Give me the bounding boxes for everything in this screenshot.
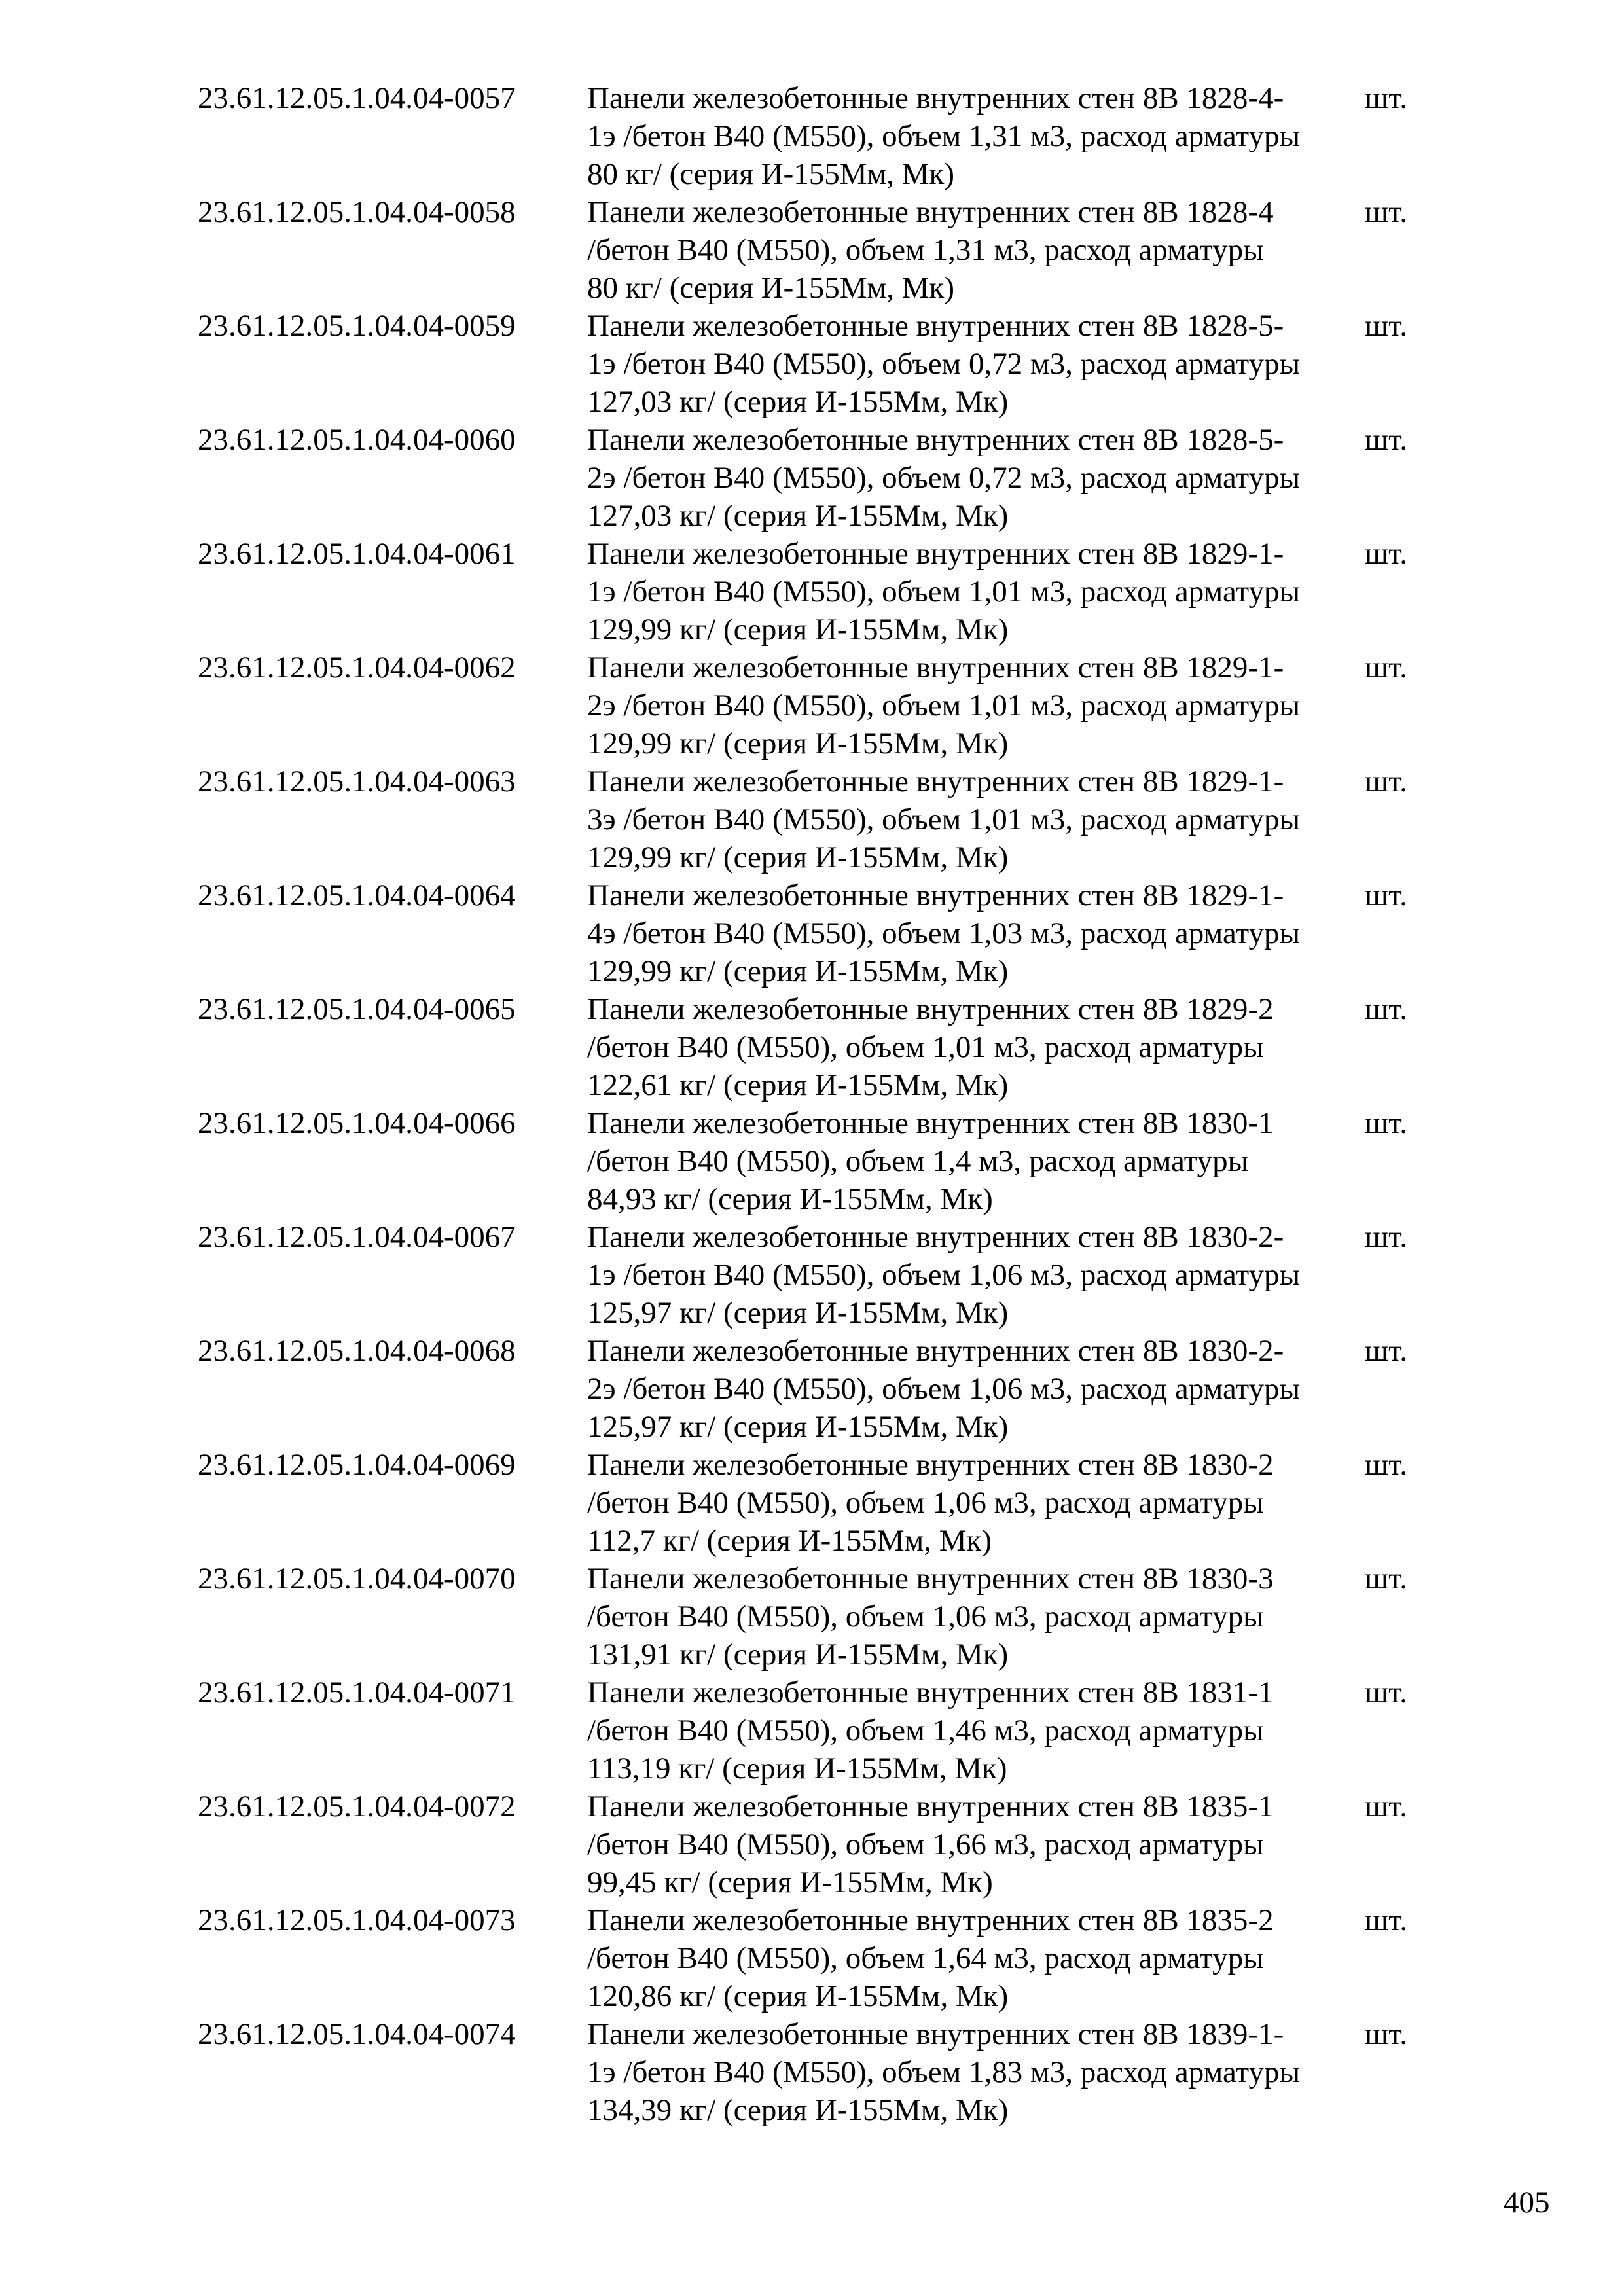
unit-of-measure: шт. [1365,992,1407,1026]
resource-description [587,79,1373,193]
description-line: Панели железобетонные внутренних стен 8В 1828-4- [587,81,1284,115]
description-line: 1э /бетон В40 (М550), объем 1,01 м3, расход арматуры [587,575,1301,609]
resource-description [587,1560,1373,1674]
description-line: 2э /бетон В40 (М550), объем 1,06 м3, расход арматуры [587,1372,1301,1406]
description-line: 80 кг/ (серия И-155Мм, Мк) [587,271,955,305]
resource-description [587,1332,1373,1446]
resource-code: 23.61.12.05.1.04.04-0073 [198,1903,516,1937]
table-row [0,307,1624,421]
description-line: /бетон В40 (М550), объем 1,46 м3, расход арматуры [587,1713,1264,1748]
resource-description [587,762,1373,876]
description-line: /бетон В40 (М550), объем 1,64 м3, расход арматуры [587,1941,1264,1975]
table-row [0,1332,1624,1446]
resource-description [587,1218,1373,1332]
unit-of-measure: шт. [1365,537,1407,571]
resource-code: 23.61.12.05.1.04.04-0060 [198,423,516,457]
table-row [0,1560,1624,1674]
description-line: /бетон В40 (М550), объем 1,06 м3, расход арматуры [587,1600,1264,1634]
resource-code: 23.61.12.05.1.04.04-0058 [198,195,516,229]
description-line: 1э /бетон В40 (М550), объем 1,83 м3, расход арматуры [587,2055,1301,2089]
resource-code: 23.61.12.05.1.04.04-0072 [198,1789,516,1823]
description-line: Панели железобетонные внутренних стен 8В 1829-1- [587,878,1284,912]
resource-code: 23.61.12.05.1.04.04-0069 [198,1448,516,1482]
table-row [0,1446,1624,1560]
unit-of-measure: шт. [1365,423,1407,457]
description-line: Панели железобетонные внутренних стен 8В 1839-1- [587,2017,1284,2051]
description-line: 99,45 кг/ (серия И-155Мм, Мк) [587,1865,993,1899]
resource-description [587,193,1373,307]
table-row [0,1787,1624,1901]
resource-description [587,307,1373,421]
resource-description [587,990,1373,1104]
table-row [0,1901,1624,2015]
description-line: Панели железобетонные внутренних стен 8В 1829-1- [587,764,1284,798]
resource-code: 23.61.12.05.1.04.04-0057 [198,81,516,115]
description-line: 2э /бетон В40 (М550), объем 1,01 м3, расход арматуры [587,689,1301,723]
resource-description [587,535,1373,649]
description-line: 127,03 кг/ (серия И-155Мм, Мк) [587,499,1009,533]
unit-of-measure: шт. [1365,878,1407,912]
description-line: 120,86 кг/ (серия И-155Мм, Мк) [587,1979,1009,2013]
description-line: Панели железобетонные внутренних стен 8В 1830-2 [587,1448,1274,1482]
unit-of-measure: шт. [1365,2017,1407,2051]
description-line: 1э /бетон В40 (М550), объем 1,31 м3, расход арматуры [587,119,1301,153]
description-line: 1э /бетон В40 (М550), объем 1,06 м3, расход арматуры [587,1258,1301,1292]
unit-of-measure: шт. [1365,1676,1407,1710]
description-line: /бетон В40 (М550), объем 1,4 м3, расход арматуры [587,1144,1249,1178]
unit-of-measure: шт. [1365,1106,1407,1140]
description-line: Панели железобетонные внутренних стен 8В 1835-1 [587,1789,1274,1823]
resource-code: 23.61.12.05.1.04.04-0064 [198,878,516,912]
description-line: 125,97 кг/ (серия И-155Мм, Мк) [587,1296,1009,1330]
description-line: Панели железобетонные внутренних стен 8В 1829-1- [587,651,1284,685]
resource-code: 23.61.12.05.1.04.04-0062 [198,651,516,685]
table-row [0,990,1624,1104]
description-line: 3э /бетон В40 (М550), объем 1,01 м3, расход арматуры [587,802,1301,836]
resource-description [587,1674,1373,1787]
description-line: 1э /бетон В40 (М550), объем 0,72 м3, расход арматуры [587,347,1301,381]
unit-of-measure: шт. [1365,195,1407,229]
table-row [0,1674,1624,1787]
resource-description [587,649,1373,762]
description-line: Панели железобетонные внутренних стен 8В 1829-1- [587,537,1284,571]
description-line: 113,19 кг/ (серия И-155Мм, Мк) [587,1751,1007,1785]
resource-code: 23.61.12.05.1.04.04-0061 [198,537,516,571]
resource-description [587,876,1373,990]
unit-of-measure: шт. [1365,1562,1407,1596]
resource-code: 23.61.12.05.1.04.04-0070 [198,1562,516,1596]
description-line: 125,97 кг/ (серия И-155Мм, Мк) [587,1410,1009,1444]
description-line: Панели железобетонные внутренних стен 8В 1830-2- [587,1220,1284,1254]
description-line: 134,39 кг/ (серия И-155Мм, Мк) [587,2093,1009,2127]
description-line: Панели железобетонные внутренних стен 8В 1828-5- [587,309,1284,343]
unit-of-measure: шт. [1365,81,1407,115]
description-line: 112,7 кг/ (серия И-155Мм, Мк) [587,1524,992,1558]
table-row [0,876,1624,990]
description-line: Панели железобетонные внутренних стен 8В 1828-5- [587,423,1284,457]
table-row [0,1218,1624,1332]
resource-code: 23.61.12.05.1.04.04-0066 [198,1106,516,1140]
resource-description [587,1104,1373,1218]
unit-of-measure: шт. [1365,1789,1407,1823]
table-row [0,421,1624,535]
description-line: Панели железобетонные внутренних стен 8В 1830-3 [587,1562,1274,1596]
table-row [0,2015,1624,2129]
unit-of-measure: шт. [1365,1903,1407,1937]
unit-of-measure: шт. [1365,764,1407,798]
resource-description [587,1446,1373,1560]
unit-of-measure: шт. [1365,1448,1407,1482]
description-line: Панели железобетонные внутренних стен 8В 1835-2 [587,1903,1274,1937]
resource-description [587,2015,1373,2129]
description-line: 131,91 кг/ (серия И-155Мм, Мк) [587,1638,1009,1672]
description-line: Панели железобетонные внутренних стен 8В 1828-4 [587,195,1274,229]
description-line: Панели железобетонные внутренних стен 8В 1830-1 [587,1106,1274,1140]
unit-of-measure: шт. [1365,651,1407,685]
resource-description [587,1901,1373,2015]
resource-code: 23.61.12.05.1.04.04-0068 [198,1334,516,1368]
resource-code: 23.61.12.05.1.04.04-0063 [198,764,516,798]
resource-code: 23.61.12.05.1.04.04-0059 [198,309,516,343]
table-row [0,649,1624,762]
resource-code: 23.61.12.05.1.04.04-0071 [198,1676,516,1710]
resource-code: 23.61.12.05.1.04.04-0065 [198,992,516,1026]
resource-description [587,1787,1373,1901]
description-line: /бетон В40 (М550), объем 1,66 м3, расход арматуры [587,1827,1264,1861]
description-line: 127,03 кг/ (серия И-155Мм, Мк) [587,385,1009,419]
description-line: /бетон В40 (М550), объем 1,01 м3, расход арматуры [587,1030,1264,1064]
description-line: 129,99 кг/ (серия И-155Мм, Мк) [587,726,1009,761]
description-line: /бетон В40 (М550), объем 1,31 м3, расход арматуры [587,233,1264,267]
description-line: 2э /бетон В40 (М550), объем 0,72 м3, расход арматуры [587,461,1301,495]
resource-description [587,421,1373,535]
description-line: 129,99 кг/ (серия И-155Мм, Мк) [587,840,1009,874]
description-line: 129,99 кг/ (серия И-155Мм, Мк) [587,954,1009,988]
page-number: 405 [1504,2185,1550,2219]
table-row [0,1104,1624,1218]
description-line: Панели железобетонные внутренних стен 8В 1829-2 [587,992,1274,1026]
description-line: 4э /бетон В40 (М550), объем 1,03 м3, расход арматуры [587,916,1301,950]
description-line: 122,61 кг/ (серия И-155Мм, Мк) [587,1068,1009,1102]
unit-of-measure: шт. [1365,1334,1407,1368]
table-row [0,193,1624,307]
table-row [0,535,1624,649]
table-row [0,762,1624,876]
description-line: Панели железобетонные внутренних стен 8В 1830-2- [587,1334,1284,1368]
description-line: 80 кг/ (серия И-155Мм, Мк) [587,157,955,191]
description-line: 129,99 кг/ (серия И-155Мм, Мк) [587,613,1009,647]
description-line: Панели железобетонные внутренних стен 8В 1831-1 [587,1676,1274,1710]
description-line: /бетон В40 (М550), объем 1,06 м3, расход арматуры [587,1486,1264,1520]
unit-of-measure: шт. [1365,1220,1407,1254]
description-line: 84,93 кг/ (серия И-155Мм, Мк) [587,1182,993,1216]
resource-code: 23.61.12.05.1.04.04-0074 [198,2017,516,2051]
unit-of-measure: шт. [1365,309,1407,343]
table-row [0,79,1624,193]
resource-code: 23.61.12.05.1.04.04-0067 [198,1220,516,1254]
